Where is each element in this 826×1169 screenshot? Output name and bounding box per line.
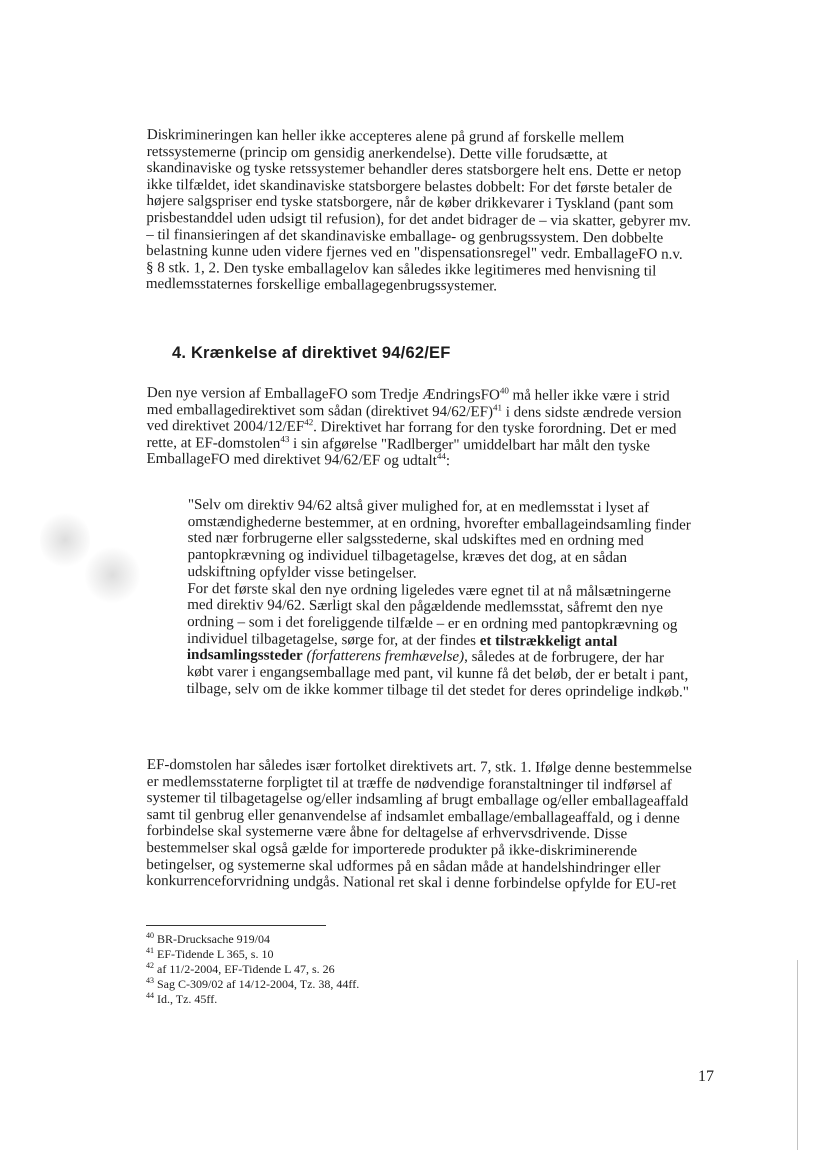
text-line: er medlemsstaterne forpligtet til at træffe de nødvendige foranstaltninger til indførsel af <box>146 773 672 794</box>
quote-line: omstændighederne bestemmer, at en ordning, hvorefter emballageindsamling finder <box>187 513 691 534</box>
paragraph-court-interpretation <box>146 757 727 894</box>
text-line: – til finansieringen af det skandinaviske emballage- og genbrugssystem. Den dobbelte <box>146 226 664 247</box>
text-line: konkurrenceforvridning undgås. National ret skal i denne forbindelse opfylde for EU-ret <box>146 873 677 893</box>
text-line: højere salgspriser end tyske statsborgere, når de køber drikkevarer i Tyskland (pant som <box>146 193 674 214</box>
footnote <box>146 947 359 962</box>
emphasis-bold: et tilstrækkeligt antal <box>479 632 618 650</box>
footnote-text: Sag C-309/02 af 14/12-2004, Tz. 38, 44ff. <box>157 977 360 991</box>
footnote <box>146 932 359 947</box>
quote-line: sted nær forbrugerne eller salgsstederne, skal udskiftes med en ordning med <box>187 530 644 550</box>
text-span: . Direktivet har forrang for den tyske forordning. Det er med <box>313 419 677 438</box>
text-line: forbindelse skal systemerne være åbne for deltagelse af erhvervsdrivende. Disse <box>146 823 628 843</box>
footnote <box>146 977 359 992</box>
quote-line: tilbage, selv om de ikke kommer tilbage til det stedet for deres oprindelige indkøb." <box>186 680 689 701</box>
footnote-number: 41 <box>146 946 154 955</box>
text-span: , således at de forbrugere, der har <box>464 649 665 667</box>
footnotes <box>146 932 359 1007</box>
text-line: medlemsstaternes forskellige emballagegenbrugssystemer. <box>145 276 498 295</box>
text-line: ikke tilfældet, idet skandinaviske statsborgere belastes dobbelt: For det første betaler de <box>146 176 673 197</box>
scan-smudge <box>85 545 140 605</box>
section-heading: 4. Krænkelse af direktivet 94/62/EF <box>172 344 451 362</box>
quote-line: For det første skal den nye ordning ligeledes være egnet til at nå målsætningerne <box>187 580 672 600</box>
text-line: § 8 stk. 1, 2. Den tyske emballagelov kan således ikke legitimeres med henvisning til <box>145 259 657 280</box>
page-number: 17 <box>698 1068 714 1085</box>
text-line: samt til genbrug eller genanvendelse af indsamlet emballage/emballageaffald, og i denne <box>146 806 680 827</box>
text-span: individuel tilbagetagelse, sørge for, at der findes <box>186 630 480 649</box>
footnote-ref: 44 <box>436 451 446 462</box>
footnote <box>146 992 359 1007</box>
text-line: systemer til tilbagetagelse og/eller indsamling af brugt emballage og/eller emballageaffald <box>146 790 689 810</box>
text-line: bestemmelser skal også gælde for importerede produkter på ikke-diskriminerende <box>146 839 638 860</box>
paragraph-discrimination <box>146 127 727 297</box>
quote-line: "Selv om direktiv 94/62 altså giver mulighed for, at en medlemsstat i lyset af <box>187 497 650 517</box>
text-line: retssystemerne (princip om gensidig anerkendelse). Dette ville forudsætte, at <box>146 143 608 163</box>
footnote-text: af 11/2-2004, EF-Tidende L 47, s. 26 <box>157 962 335 976</box>
text-line: betingelser, og systemerne skal udformes på en sådan måde at handelshindringer eller <box>146 856 661 877</box>
quote-line: pantopkrævning og individuel tilbagetagelse, kræves det dog, at en sådan <box>187 547 628 567</box>
footnote-text: EF-Tidende L 365, s. 10 <box>157 947 274 961</box>
text-span: i sin afgørelse "Radlberger" umiddelbart har målt den tyske <box>289 435 650 455</box>
text-span: : <box>445 453 451 470</box>
quote-line: med direktiv 94/62. Særligt skal den pågældende medlemsstat, såfremt den nye <box>187 597 664 617</box>
footnote <box>146 962 359 977</box>
footnote-ref: 43 <box>280 433 290 444</box>
footnote-number: 43 <box>146 976 154 985</box>
footnote-ref: 42 <box>304 417 314 428</box>
scan-smudge <box>40 510 90 570</box>
text-line: prisbestanddel uden udsigt til refusion), for det andet bidrager de – via skatter, gebyrer mv. <box>146 209 691 230</box>
emphasis-bold: indsamlingssteder <box>186 647 303 665</box>
footnote-number: 42 <box>146 961 154 970</box>
text-span: må heller ikke være i strid <box>508 387 670 405</box>
footnote-ref: 41 <box>492 402 503 413</box>
text-span: ved direktivet 2004/12/EF <box>146 418 305 436</box>
emphasis-italic: (forfatterens fremhævelse) <box>302 648 465 666</box>
text-span: rette, at EF-domstolen <box>146 434 281 452</box>
text-span: EmballageFO med direktivet 94/62/EF og udtalt <box>146 451 437 470</box>
footnote-number: 40 <box>146 931 154 940</box>
text-line: skandinaviske og tyske retssystemer behandler deres statsborgere helt ens. Dette er netop <box>146 160 682 180</box>
scan-edge-line <box>797 960 798 1150</box>
footnote-number: 44 <box>146 991 154 1000</box>
text-span: Den nye version af EmballageFO som Tredje ÆndringsFO <box>146 385 500 404</box>
text-line: EF-domstolen har således især fortolket direktivets art. 7, stk. 1. Ifølge denne bestemmelse <box>146 757 692 777</box>
quote-line: udskiftning opfylder visse betingelser. <box>187 563 417 582</box>
footnote-separator <box>146 925 326 926</box>
quote-line: købt varer i engangsemballage med pant, vil kunne få det beløb, der er betalt i pant, <box>186 664 689 684</box>
footnote-ref: 40 <box>499 385 509 396</box>
paragraph-directive <box>146 385 727 472</box>
text-line: belastning kunne uden videre fjernes ved en "dispensationsregel" vedr. EmballageFO n.v. <box>146 243 683 263</box>
text-span: i dens sidste ændrede version <box>501 404 682 422</box>
block-quote <box>187 497 733 701</box>
text-line: Diskrimineringen kan heller ikke accepteres alene på grund af forskelle mellem <box>146 127 625 147</box>
footnote-text: Id., Tz. 45ff. <box>157 992 218 1006</box>
text-line <box>146 451 726 472</box>
text-span: med emballagedirektivet som sådan (direktivet 94/62/EF) <box>146 401 494 421</box>
quote-line: ordning – som i det foreliggende tilfælde – er en ordning med pantopkrævning og <box>187 613 678 634</box>
footnote-text: BR-Drucksache 919/04 <box>157 932 270 946</box>
